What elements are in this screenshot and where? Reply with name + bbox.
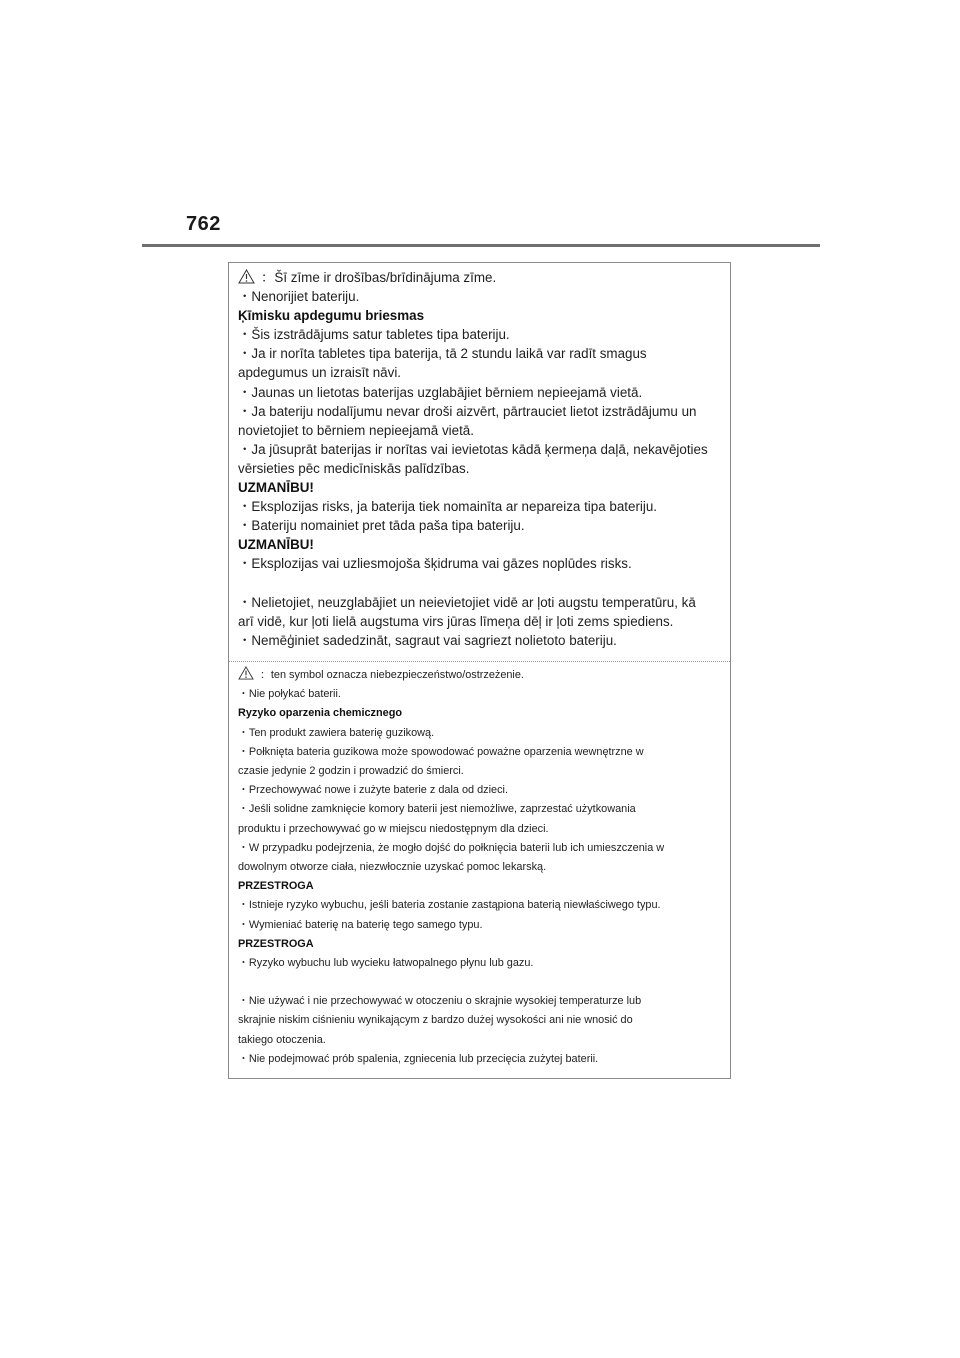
text-line: apdegumus un izraisīt nāvi. bbox=[238, 365, 402, 381]
text-line: ・W przypadku podejrzenia, że mogło dojść do połknięcia baterii lub ich umieszczenia w bbox=[238, 841, 665, 854]
text-line: ・Eksplozijas vai uzliesmojoša šķidruma vai gāzes noplūdes risks. bbox=[238, 556, 632, 572]
warning-triangle-icon bbox=[238, 666, 254, 680]
text-line: ・Nie używać i nie przechowywać w otoczeniu o skrajnie wysokiej temperaturze lub bbox=[238, 995, 642, 1008]
section-heading: Ķīmisku apdegumu briesmas bbox=[238, 308, 425, 324]
text-line: ・Bateriju nomainiet pret tāda paša tipa bateriju. bbox=[238, 518, 525, 534]
text-line: ・Nie podejmować prób spalenia, zgniecenia lub przecięcia zużytej baterii. bbox=[238, 1052, 599, 1065]
text-line: ・Istnieje ryzyko wybuchu, jeśli bateria zostanie zastąpiona baterią niewłaściwego typu. bbox=[238, 899, 661, 912]
text-line: ・Ryzyko wybuchu lub wycieku łatwopalnego płynu lub gazu. bbox=[238, 957, 534, 970]
text-line: ・Połknięta bateria guzikowa może spowodować poważne oparzenia wewnętrzne w bbox=[238, 745, 644, 758]
text-line: ・Przechowywać nowe i zużyte baterie z dala od dzieci. bbox=[238, 784, 508, 797]
text-line: czasie jedynie 2 godzin i prowadzić do śmierci. bbox=[238, 765, 464, 778]
blank-line bbox=[238, 973, 720, 992]
text-line: ・Šis izstrādājums satur tabletes tipa bateriju. bbox=[238, 327, 510, 343]
text-line: ・Wymieniać baterię na baterię tego samego typu. bbox=[238, 918, 483, 931]
latvian-lines bbox=[238, 287, 720, 650]
section-divider bbox=[229, 661, 730, 662]
text-line: skrajnie niskim ciśnieniu wynikającym z bardzo dużej wysokości ani nie wnosić do bbox=[238, 1014, 633, 1027]
text-line: vērsieties pēc medicīniskās palīdzības. bbox=[238, 460, 470, 476]
text-line: ・Nenorijiet bateriju. bbox=[238, 289, 360, 305]
text-line: novietojiet to bērniem nepieejamā vietā. bbox=[238, 422, 474, 438]
section-heading: PRZESTROGA bbox=[238, 880, 314, 893]
text-line: ・Eksplozijas risks, ja baterija tiek nomainīta ar nepareiza tipa bateriju. bbox=[238, 499, 658, 515]
polish-section bbox=[238, 666, 720, 1069]
text-line: produktu i przechowywać go w miejscu niedostępnym dla dzieci. bbox=[238, 822, 549, 835]
text-line: arī vidē, kur ļoti lielā augstuma virs jūras līmeņa dēļ ir ļoti zems spiediens. bbox=[238, 613, 674, 629]
section-heading: Ryzyko oparzenia chemicznego bbox=[238, 707, 403, 720]
text-line: ・Nie połykać baterii. bbox=[238, 688, 341, 701]
section-heading: PRZESTROGA bbox=[238, 937, 314, 950]
text-line: ・Ja ir norīta tabletes tipa baterija, tā 2 stundu laikā var radīt smagus bbox=[238, 346, 647, 362]
text-line: ・Nelietojiet, neuzglabājiet un neievietojiet vidē ar ļoti augstu temperatūru, kā bbox=[238, 594, 696, 610]
page-number: 762 bbox=[186, 213, 221, 235]
latvian-section bbox=[238, 268, 720, 650]
text-line: ・Jaunas un lietotas baterijas uzglabājiet bērniem nepieejamā vietā. bbox=[238, 384, 643, 400]
symbol-note-lv bbox=[238, 268, 720, 287]
text-line: ・Jeśli solidne zamknięcie komory baterii jest niemożliwe, zaprzestać użytkowania bbox=[238, 803, 636, 816]
text-line: ・Ja bateriju nodalījumu nevar droši aizvērt, pārtrauciet lietot izstrādājumu un bbox=[238, 403, 697, 419]
symbol-note-pl-text: ：ten symbol oznacza niebezpieczeństwo/ostrzeżenie. bbox=[260, 669, 524, 681]
warning-triangle-icon bbox=[238, 269, 255, 284]
polish-lines bbox=[238, 685, 720, 1069]
text-line: dowolnym otworze ciała, niezwłocznie uzyskać pomoc lekarską. bbox=[238, 861, 547, 874]
text-line: takiego otoczenia. bbox=[238, 1033, 326, 1046]
section-heading: UZMANĪBU! bbox=[238, 480, 314, 496]
section-heading: UZMANĪBU! bbox=[238, 537, 314, 553]
header-rule bbox=[142, 244, 820, 247]
battery-warning-box bbox=[228, 262, 731, 1079]
symbol-note-lv-text: ：Šī zīme ir drošības/brīdinājuma zīme. bbox=[261, 270, 497, 285]
text-line: ・Ja jūsuprāt baterijas ir norītas vai ievietotas kādā ķermeņa daļā, nekavējoties bbox=[238, 441, 708, 457]
text-line: ・Nemēģiniet sadedzināt, sagraut vai sagriezt nolietoto bateriju. bbox=[238, 632, 617, 648]
text-line: ・Ten produkt zawiera baterię guzikową. bbox=[238, 726, 435, 739]
blank-line bbox=[238, 574, 720, 593]
symbol-note-pl bbox=[238, 666, 720, 685]
